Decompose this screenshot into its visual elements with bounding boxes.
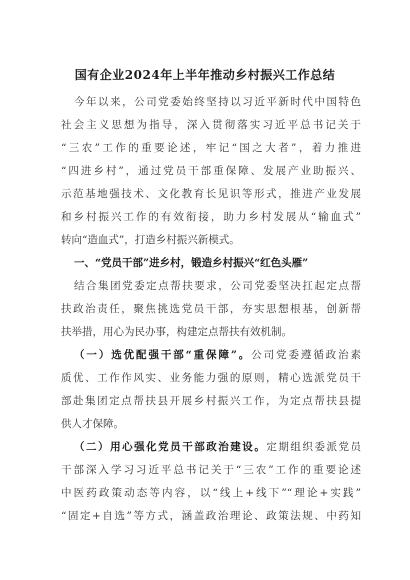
section-body-line: 扶政治责任，聚焦挑选党员干部，夯实思想根基，创新帮: [61, 303, 361, 315]
intro-line: “三农”工作的重要论述，牢记“国之大者”，着力推进: [61, 142, 361, 154]
subsection-line: “固定+自选”等方式，涵盖政治理论、政策法规、中药知: [61, 510, 361, 522]
section-heading: 一、“党员干部”进乡村，锻造乡村振兴“红色头雁”: [74, 257, 309, 269]
section-body-line: 结合集团党委定点帮扶要求，公司党委坚决扛起定点帮: [74, 280, 361, 292]
intro-line: 示范基地强技术、文化教育长见识等形式，推进产业发展: [61, 188, 361, 200]
subsection-line: 质优、工作作风实、业务能力强的原则，精心选派党员干: [61, 372, 361, 384]
intro-line: “四进乡村”，通过党员干部重保障、发展产业助振兴、: [61, 165, 361, 177]
subsection-line: 部赴集团定点帮扶县开展乡村振兴工作，为定点帮扶县提: [61, 395, 361, 407]
section-body-line: 扶举措，用心为民办事，构建定点帮扶有效机制。: [61, 326, 292, 338]
subsection-line: 干部深入学习习近平总书记关于“三农”工作的重要论述: [61, 464, 361, 476]
subsection-first-line: [74, 348, 361, 362]
intro-line: 转向“造血式”，打造乡村振兴新模式。: [61, 234, 240, 246]
intro-line: 今年以来，公司党委始终坚持以习近平新时代中国特色: [74, 96, 361, 108]
intro-line: 社会主义思想为指导，深入贯彻落实习近平总书记关于: [61, 119, 361, 131]
document-title: 国有企业2024年上半年推动乡村振兴工作总结: [74, 68, 336, 82]
intro-line: 和乡村振兴工作的有效衔接，助力乡村发展从“输血式”: [61, 211, 361, 223]
subsection-text: 定期组织委派党员: [266, 441, 362, 453]
subsection-heading: （一）选优配强干部“重保障”。: [74, 349, 252, 361]
subsection-heading: （二）用心强化党员干部政治建设。: [74, 441, 267, 453]
subsection-line: 中医药政策动态等内容，以“线上+线下”“理论+实践”: [61, 487, 361, 499]
subsection-first-line: [74, 440, 361, 454]
subsection-line: 供人才保障。: [61, 418, 124, 430]
subsection-text: 公司党委遵循政治素: [251, 349, 361, 361]
